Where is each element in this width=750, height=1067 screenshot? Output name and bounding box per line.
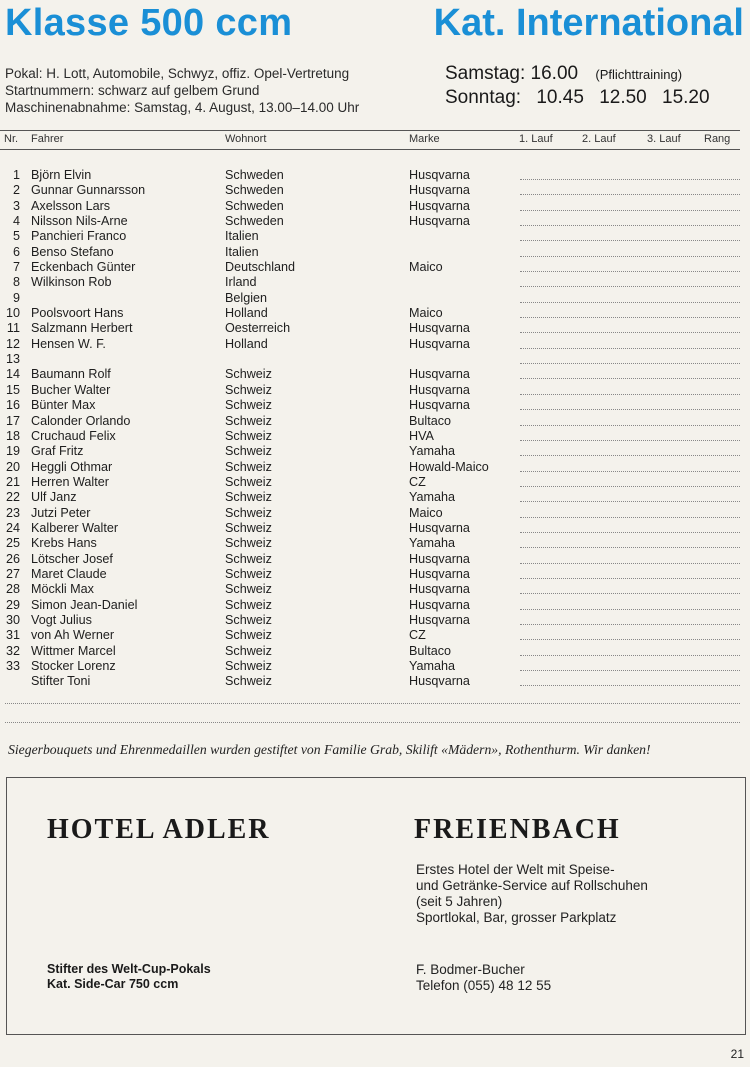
dotted-line — [5, 703, 740, 704]
rider-number: 33 — [5, 659, 20, 673]
rider-country: Oesterreich — [225, 321, 291, 336]
ad-sponsor — [47, 962, 211, 992]
rider-country: Schweiz — [225, 444, 272, 459]
rider-country: Schweiz — [225, 367, 272, 382]
rider-country: Schweden — [225, 198, 284, 213]
rider-row — [0, 521, 750, 536]
ad-description-line: (seit 5 Jahren) — [416, 894, 503, 909]
rider-brand: Husqvarna — [409, 551, 470, 566]
rider-row — [0, 628, 750, 643]
rider-name: Möckli Max — [31, 582, 94, 597]
sunday-time-3: 15.20 — [662, 87, 710, 108]
rider-number: 13 — [5, 352, 20, 367]
col-rang: Rang — [704, 133, 731, 145]
result-line — [520, 486, 740, 487]
rider-name: Salzmann Herbert — [31, 321, 133, 336]
col-nr: Nr. — [4, 133, 19, 145]
col-marke: Marke — [409, 133, 440, 145]
result-line — [520, 532, 740, 533]
rider-brand: Husqvarna — [409, 597, 470, 612]
rider-row — [0, 490, 750, 505]
rider-name: Wilkinson Rob — [31, 275, 112, 290]
rider-country: Holland — [225, 306, 268, 321]
rider-name: Stifter Toni — [31, 674, 91, 689]
rider-name: Herren Walter — [31, 474, 109, 489]
rider-row — [0, 229, 750, 244]
col-wohnort: Wohnort — [225, 133, 267, 145]
result-line — [520, 194, 740, 195]
rider-country: Schweiz — [225, 382, 272, 397]
rider-brand: Yamaha — [409, 536, 455, 551]
rider-number: 14 — [5, 367, 20, 382]
rider-brand: Maico — [409, 306, 443, 321]
rider-country: Schweiz — [225, 628, 272, 643]
rider-brand: Bultaco — [409, 413, 452, 428]
rider-country: Schweiz — [225, 597, 272, 612]
result-line — [520, 179, 740, 180]
rider-country: Italien — [225, 229, 259, 244]
result-line — [520, 455, 740, 456]
col-lauf2: 2. Lauf — [582, 133, 616, 145]
rider-row — [0, 383, 750, 398]
rider-row — [0, 337, 750, 352]
result-line — [520, 578, 740, 579]
rider-country: Irland — [225, 275, 257, 290]
rider-brand: Husqvarna — [409, 168, 470, 182]
ad-description-line: Erstes Hotel der Welt mit Speise- — [416, 862, 615, 877]
rider-row — [0, 429, 750, 444]
rider-name: Bucher Walter — [31, 382, 111, 397]
rider-row — [0, 414, 750, 429]
race-schedule — [445, 62, 720, 109]
rider-country: Schweiz — [225, 428, 272, 443]
rider-country: Schweiz — [225, 505, 272, 520]
sunday-time-2: 12.50 — [599, 87, 647, 108]
rider-row — [0, 183, 750, 198]
rider-row — [0, 460, 750, 475]
saturday-label: Samstag: — [445, 63, 526, 84]
abnahme-info: Maschinenabnahme: Samstag, 4. August, 13.00–14.00 Uhr — [5, 100, 360, 115]
rider-name: Axelsson Lars — [31, 198, 111, 213]
rider-number: 11 — [6, 321, 20, 336]
rider-name: Kalberer Walter — [31, 520, 119, 535]
rider-number: 20 — [5, 459, 20, 474]
rider-name: Calonder Orlando — [31, 413, 131, 428]
ad-description-line: und Getränke-Service auf Rollschuhen — [416, 878, 648, 893]
rider-country: Schweiz — [225, 536, 272, 551]
rider-name: Benso Stefano — [31, 244, 114, 259]
rider-row — [0, 644, 750, 659]
rider-brand: Husqvarna — [409, 582, 470, 597]
rider-number: 19 — [5, 444, 20, 459]
result-line — [520, 563, 740, 564]
rider-row — [0, 475, 750, 490]
rider-row — [0, 306, 750, 321]
rider-list — [0, 168, 750, 690]
rider-number: 27 — [5, 566, 20, 581]
rider-row — [0, 168, 750, 183]
rider-brand: Howald-Maico — [409, 459, 489, 474]
rider-number: 15 — [5, 382, 20, 397]
rider-row — [0, 506, 750, 521]
result-line — [520, 517, 740, 518]
rider-number: 26 — [5, 551, 20, 566]
rider-brand: Maico — [409, 260, 443, 275]
rider-number: 28 — [5, 582, 20, 597]
page-number: 21 — [730, 1047, 744, 1061]
rider-number: 21 — [5, 474, 20, 489]
rider-country: Deutschland — [225, 260, 296, 275]
rider-country: Schweiz — [225, 551, 272, 566]
rider-number: 9 — [12, 290, 20, 305]
rider-row — [0, 613, 750, 628]
ad-hotel-name: HOTEL ADLER — [47, 814, 271, 845]
rider-number: 3 — [12, 198, 20, 213]
result-line — [520, 210, 740, 211]
rider-country: Schweiz — [225, 582, 272, 597]
rider-country: Schweiz — [225, 566, 272, 581]
result-line — [520, 409, 740, 410]
rider-number: 30 — [5, 612, 20, 627]
rider-number: 12 — [5, 336, 20, 351]
hotel-advertisement — [6, 777, 746, 1035]
rider-number: 22 — [5, 490, 20, 505]
rider-country: Schweiz — [225, 520, 272, 535]
rider-country: Schweiz — [225, 490, 272, 505]
table-header — [0, 130, 740, 150]
result-line — [520, 670, 740, 671]
rider-name: Heggli Othmar — [31, 459, 113, 474]
col-fahrer: Fahrer — [31, 133, 64, 145]
rider-country: Holland — [225, 336, 268, 351]
rider-country: Schweiz — [225, 643, 272, 658]
ad-contact — [416, 962, 551, 994]
rider-brand: Husqvarna — [409, 674, 470, 689]
rider-name: Poolsvoort Hans — [31, 306, 124, 321]
result-line — [520, 317, 740, 318]
rider-country: Schweden — [225, 168, 284, 182]
rider-row — [0, 275, 750, 290]
result-line — [520, 378, 740, 379]
class-title: Klasse 500 ccm — [5, 2, 293, 44]
rider-brand: Yamaha — [409, 444, 455, 459]
rider-brand: HVA — [409, 428, 434, 443]
result-line — [520, 271, 740, 272]
rider-row — [0, 291, 750, 306]
rider-number: 10 — [5, 306, 20, 321]
result-line — [520, 363, 740, 364]
rider-row — [0, 367, 750, 382]
rider-brand: Husqvarna — [409, 566, 470, 581]
rider-brand: Husqvarna — [409, 367, 470, 382]
rider-row — [0, 321, 750, 336]
rider-brand: Yamaha — [409, 490, 455, 505]
rider-country: Schweiz — [225, 659, 272, 673]
col-lauf1: 1. Lauf — [519, 133, 553, 145]
ad-contact-phone: Telefon (055) 48 12 55 — [416, 978, 552, 993]
result-line — [520, 655, 740, 656]
rider-name: Hensen W. F. — [31, 336, 106, 351]
rider-country: Schweiz — [225, 674, 272, 689]
rider-name: Bünter Max — [31, 398, 96, 413]
rider-row — [0, 536, 750, 551]
ad-sponsor-line: Kat. Side-Car 750 ccm — [47, 977, 179, 991]
rider-brand: Husqvarna — [409, 183, 470, 198]
rider-row — [0, 214, 750, 229]
rider-country: Schweiz — [225, 398, 272, 413]
result-line — [520, 425, 740, 426]
rider-number: 16 — [5, 398, 20, 413]
pokal-info: Pokal: H. Lott, Automobile, Schwyz, offiz. Opel-Vertretung — [5, 66, 350, 81]
result-line — [520, 639, 740, 640]
rider-name: Gunnar Gunnarsson — [31, 183, 146, 198]
rider-number: 32 — [5, 643, 20, 658]
result-line — [520, 609, 740, 610]
sunday-time-1: 10.45 — [536, 87, 584, 108]
thanks-note: Siegerbouquets und Ehrenmedaillen wurden gestiftet von Familie Grab, Skilift «Mädern», Rothenthurm. Wir danken! — [8, 742, 651, 757]
rider-name: Krebs Hans — [31, 536, 97, 551]
rider-brand: CZ — [409, 628, 426, 643]
result-line — [520, 240, 740, 241]
ad-town: FREIENBACH — [414, 814, 621, 845]
rider-row — [0, 444, 750, 459]
rider-number: 24 — [5, 520, 20, 535]
result-line — [520, 256, 740, 257]
rider-name: von Ah Werner — [31, 628, 115, 643]
rider-brand: Husqvarna — [409, 214, 470, 229]
rider-brand: Husqvarna — [409, 336, 470, 351]
rider-country: Schweden — [225, 183, 284, 198]
rider-name: Eckenbach Günter — [31, 260, 136, 275]
rider-name: Lötscher Josef — [31, 551, 113, 566]
rider-name: Wittmer Marcel — [31, 643, 116, 658]
ad-contact-name: F. Bodmer-Bucher — [416, 962, 525, 977]
rider-name: Simon Jean-Daniel — [31, 597, 138, 612]
rider-number: 7 — [12, 260, 20, 275]
rider-brand: Maico — [409, 505, 443, 520]
rider-country: Schweiz — [225, 612, 272, 627]
rider-brand: Bultaco — [409, 643, 452, 658]
rider-name: Ulf Janz — [31, 490, 77, 505]
rider-country: Schweiz — [225, 459, 272, 474]
rider-name: Nilsson Nils-Arne — [31, 214, 128, 229]
rider-row — [0, 598, 750, 613]
rider-country: Schweiz — [225, 413, 272, 428]
col-lauf3: 3. Lauf — [647, 133, 681, 145]
result-line — [520, 286, 740, 287]
rider-number: 2 — [12, 183, 20, 198]
rider-brand: Husqvarna — [409, 612, 470, 627]
result-line — [520, 225, 740, 226]
rider-row — [0, 199, 750, 214]
result-line — [520, 471, 740, 472]
rider-country: Schweden — [225, 214, 284, 229]
rider-brand: Husqvarna — [409, 198, 470, 213]
result-line — [520, 332, 740, 333]
rider-row — [0, 567, 750, 582]
rider-number: 25 — [5, 536, 20, 551]
saturday-time: 16.00 — [530, 63, 579, 84]
ad-sponsor-line: Stifter des Welt-Cup-Pokals — [47, 962, 211, 976]
result-line — [520, 624, 740, 625]
rider-country: Italien — [225, 244, 259, 259]
rider-number: 23 — [5, 505, 20, 520]
rider-row — [0, 674, 750, 689]
ad-description-line: Sportlokal, Bar, grosser Parkplatz — [416, 910, 617, 925]
result-line — [520, 501, 740, 502]
rider-row — [0, 552, 750, 567]
rider-name: Vogt Julius — [31, 612, 92, 627]
rider-name: Panchieri Franco — [31, 229, 127, 244]
rider-name: Baumann Rolf — [31, 367, 111, 382]
rider-number: 1 — [12, 168, 20, 182]
result-line — [520, 394, 740, 395]
rider-number: 5 — [12, 229, 20, 244]
category-title: Kat. International — [433, 2, 744, 44]
dotted-line — [5, 722, 740, 723]
rider-row — [0, 398, 750, 413]
rider-row — [0, 582, 750, 597]
rider-row — [0, 352, 750, 367]
rider-name: Björn Elvin — [31, 168, 92, 182]
sunday-label: Sonntag: — [445, 87, 522, 108]
rider-brand: Husqvarna — [409, 382, 470, 397]
rider-row — [0, 260, 750, 275]
rider-row — [0, 245, 750, 260]
rider-number: 29 — [5, 597, 20, 612]
saturday-note: (Pflichttraining) — [595, 67, 683, 82]
rider-number: 6 — [12, 244, 20, 259]
rider-name: Jutzi Peter — [31, 505, 91, 520]
rider-number: 31 — [5, 628, 20, 643]
rider-number: 8 — [12, 275, 20, 290]
result-line — [520, 593, 740, 594]
rider-brand: CZ — [409, 474, 426, 489]
rider-name: Maret Claude — [31, 566, 107, 581]
rider-number: 17 — [5, 413, 20, 428]
rider-brand: Husqvarna — [409, 520, 470, 535]
ad-description — [416, 862, 648, 926]
result-line — [520, 547, 740, 548]
event-info — [5, 65, 359, 116]
rider-name: Cruchaud Felix — [31, 428, 116, 443]
result-line — [520, 302, 740, 303]
rider-brand: Yamaha — [409, 659, 455, 673]
rider-country: Belgien — [225, 290, 268, 305]
result-line — [520, 440, 740, 441]
rider-brand: Husqvarna — [409, 321, 470, 336]
rider-country: Schweiz — [225, 474, 272, 489]
rider-number: 18 — [5, 428, 20, 443]
rider-brand: Husqvarna — [409, 398, 470, 413]
rider-name: Stocker Lorenz — [31, 659, 116, 673]
result-line — [520, 348, 740, 349]
rider-number: 4 — [12, 214, 20, 229]
rider-row — [0, 659, 750, 674]
result-line — [520, 685, 740, 686]
startnummern-info: Startnummern: schwarz auf gelbem Grund — [5, 83, 260, 98]
rider-name: Graf Fritz — [31, 444, 84, 459]
